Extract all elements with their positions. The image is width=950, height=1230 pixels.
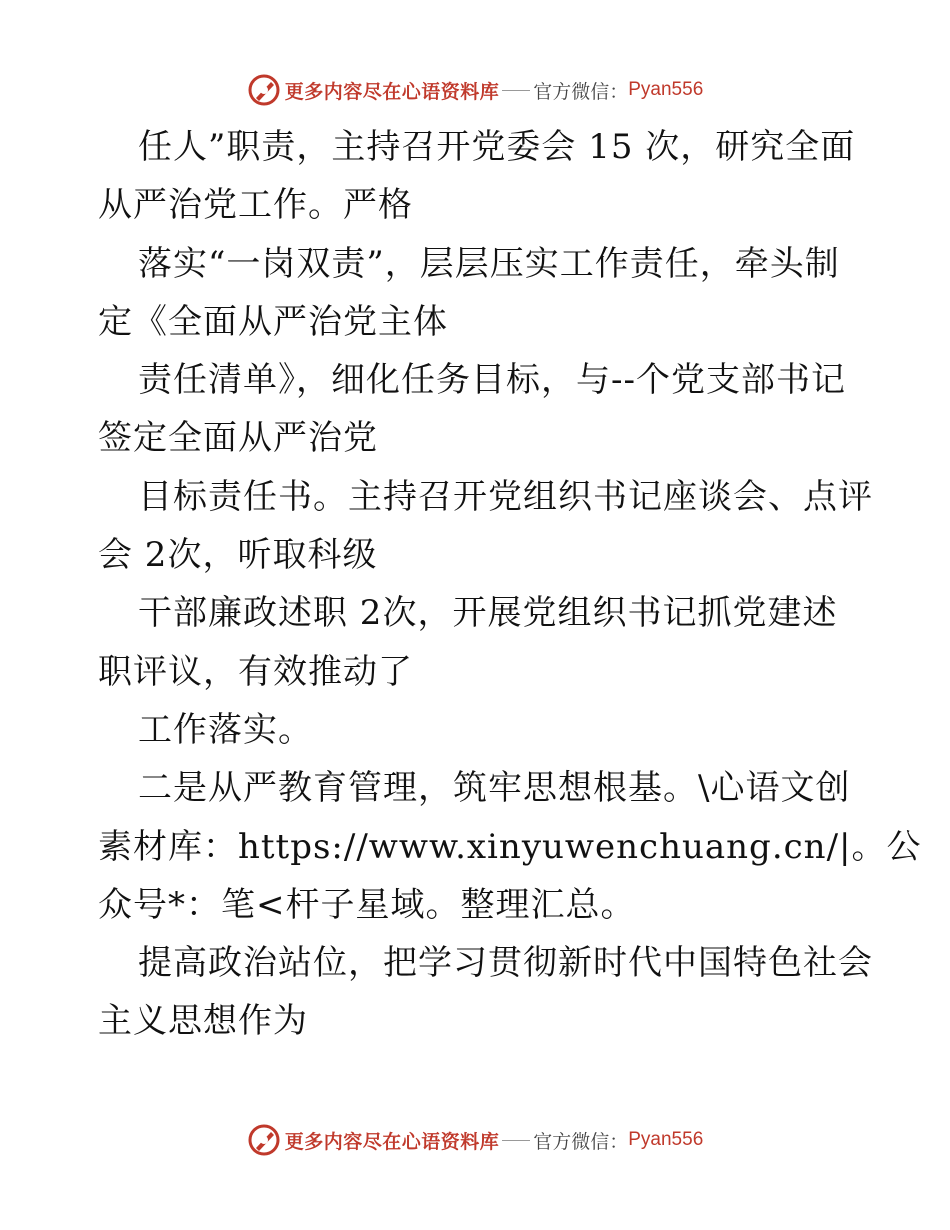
text-line: 素材库：https://www.xinyuwenchuang.cn/|。公 xyxy=(98,826,922,867)
pen-logo-icon xyxy=(247,1123,281,1157)
header-watermark xyxy=(0,70,950,110)
footer-dash xyxy=(502,1140,530,1141)
footer-wechat-label: 官方微信： xyxy=(533,1130,629,1153)
text-line: 二是从严教育管理，筑牢思想根基。\心语文创 xyxy=(138,768,851,809)
text-line: 会 2次，听取科级 xyxy=(98,535,378,576)
header-site-name: 更多内容尽在心语资料库 xyxy=(284,80,500,103)
text-line: 提高政治站位，把学习贯彻新时代中国特色社会 xyxy=(138,943,873,984)
document-body xyxy=(98,118,922,1051)
footer-watermark xyxy=(0,1120,950,1160)
header-dash xyxy=(502,90,530,91)
text-line: 定《全面从严治党主体 xyxy=(98,301,448,342)
text-line: 责任清单》，细化任务目标，与--个党支部书记 xyxy=(138,360,846,401)
footer-wechat-id: Pyan556 xyxy=(628,1129,704,1150)
text-line: 工作落实。 xyxy=(138,709,313,750)
text-line: 签定全面从严治党 xyxy=(98,418,378,459)
text-line: 众号*：笔<杆子星域。整理汇总。 xyxy=(98,884,636,925)
text-line: 主义思想作为 xyxy=(98,1001,308,1042)
text-line: 职评议，有效推动了 xyxy=(98,651,413,692)
text-line: 干部廉政述职 2次，开展党组织书记抓党建述 xyxy=(138,593,838,634)
text-line: 目标责任书。主持召开党组织书记座谈会、点评 xyxy=(138,476,873,517)
header-wechat-label: 官方微信： xyxy=(533,80,629,103)
pen-logo-icon xyxy=(247,73,281,107)
header-wechat-id: Pyan556 xyxy=(628,79,704,100)
text-line: 任人”职责，主持召开党委会 15 次，研究全面 xyxy=(138,127,856,167)
text-line: 从严治党工作。严格 xyxy=(98,185,413,226)
footer-site-name: 更多内容尽在心语资料库 xyxy=(284,1130,500,1153)
text-line: 落实“一岗双责”，层层压实工作责任，牵头制 xyxy=(138,243,840,284)
